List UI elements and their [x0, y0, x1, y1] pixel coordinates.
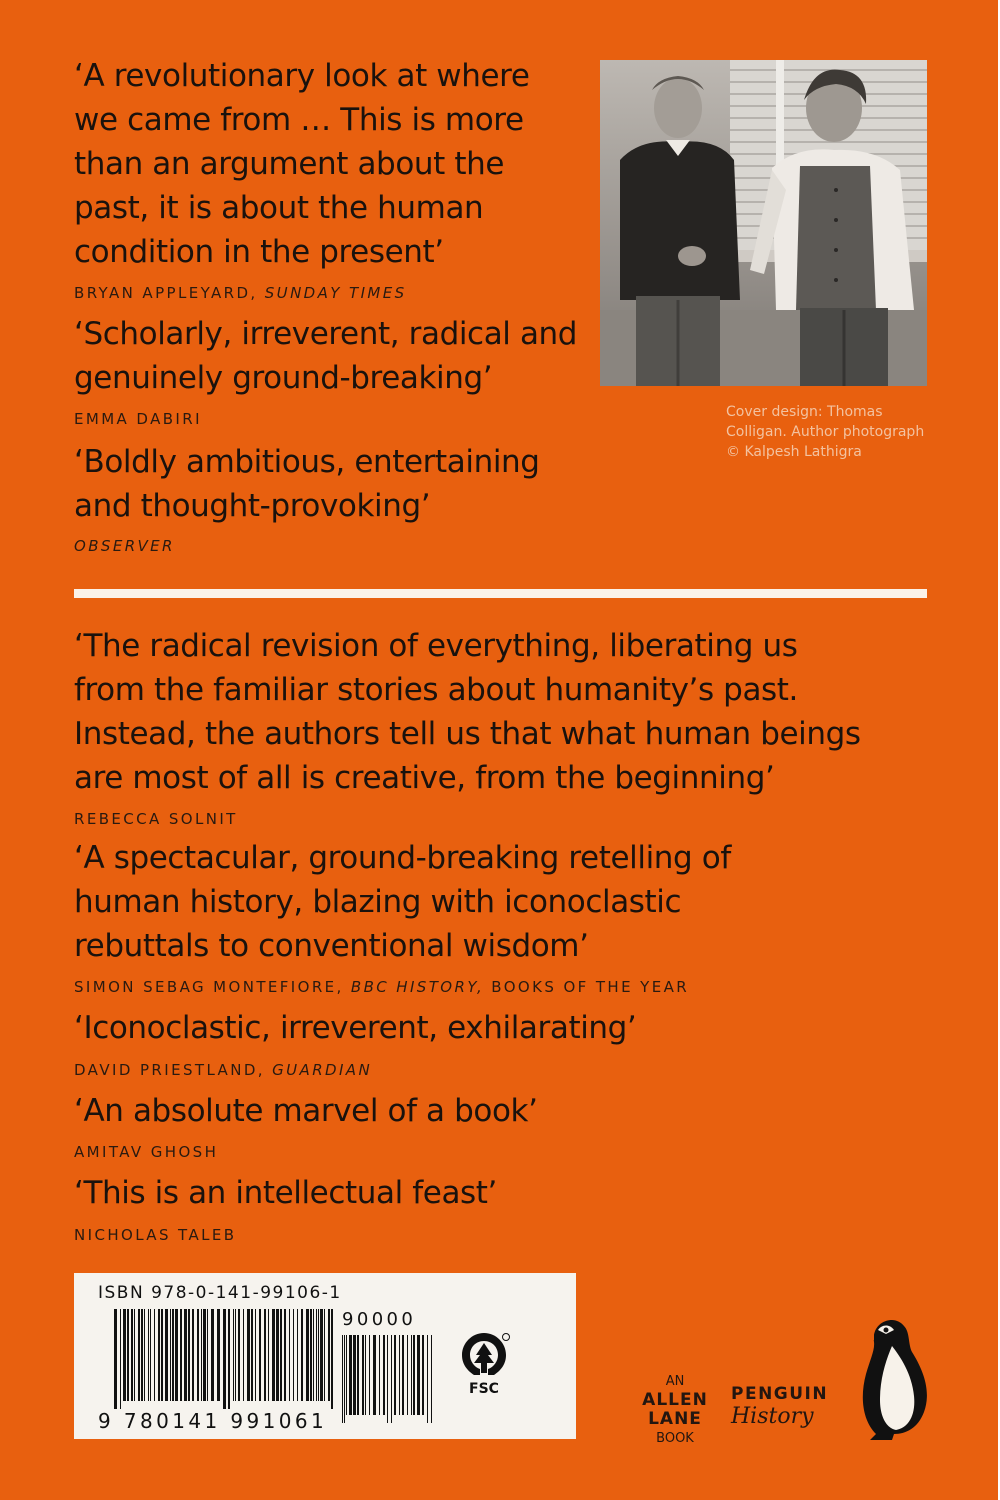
barcode-bar	[387, 1335, 388, 1423]
barcode-bar	[362, 1335, 364, 1415]
barcode-bar	[328, 1309, 330, 1401]
barcode-bar	[192, 1309, 194, 1401]
barcode-bar	[289, 1309, 290, 1401]
barcode-bar	[120, 1309, 121, 1409]
barcode-bar	[172, 1309, 174, 1401]
barcode-panel	[74, 1273, 576, 1439]
barcode-bar	[141, 1309, 143, 1401]
barcode-bar	[297, 1309, 298, 1401]
isbn-digits: 9 780141 991061	[98, 1409, 328, 1433]
barcode-bar	[228, 1309, 230, 1409]
barcode-bar	[293, 1309, 294, 1401]
barcode-bar	[201, 1309, 202, 1401]
quote-taleb	[74, 1171, 497, 1215]
barcode-bar	[184, 1309, 187, 1401]
barcode-bar	[316, 1309, 317, 1401]
attribution-appleyard	[74, 284, 407, 302]
penguin-history-series	[731, 1384, 828, 1429]
barcode-bar	[346, 1335, 347, 1415]
barcode-bar	[280, 1309, 282, 1401]
barcode-bar	[197, 1309, 199, 1401]
quote-line: from the familiar stories about humanity’s past.	[74, 672, 799, 708]
imprint-lane: LANE	[648, 1409, 702, 1429]
barcode-bar	[394, 1335, 396, 1415]
quote-montefiore	[74, 836, 731, 968]
barcode-bar	[223, 1309, 226, 1409]
allen-lane-imprint	[630, 1372, 720, 1448]
barcode-bar	[243, 1309, 244, 1401]
barcode-bar	[217, 1309, 220, 1401]
quote-line: we came from … This is more	[74, 102, 524, 138]
barcode-bar	[320, 1309, 323, 1401]
imprint-allen: ALLEN	[642, 1390, 708, 1410]
attribution-dabiri	[74, 410, 202, 428]
attribution-name: SIMON SEBAG MONTEFIORE,	[74, 978, 344, 996]
attribution-observer	[74, 537, 175, 555]
author-photograph	[600, 60, 927, 386]
quote-line: rebuttals to conventional wisdom’	[74, 928, 589, 964]
quote-observer	[74, 440, 540, 528]
barcode-bar	[417, 1335, 420, 1415]
barcode-bar	[144, 1309, 145, 1401]
quote-appleyard	[74, 54, 530, 274]
barcode-bar	[365, 1335, 366, 1415]
quote-line: human history, blazing with iconoclastic	[74, 884, 682, 920]
barcode-bar	[235, 1309, 236, 1401]
imprint-an: AN	[665, 1374, 685, 1389]
barcode-bar	[158, 1309, 160, 1401]
barcode-bar	[369, 1335, 370, 1415]
barcode-bar	[180, 1309, 182, 1401]
attribution-taleb	[74, 1226, 236, 1244]
quote-line: Instead, the authors tell us that what human beings	[74, 716, 861, 752]
ean-barcode	[114, 1309, 336, 1409]
barcode-bar	[318, 1309, 319, 1401]
barcode-bar	[247, 1309, 250, 1401]
barcode-bar	[399, 1335, 400, 1415]
photo-credit-line: © Kalpesh Lathigra	[726, 444, 862, 460]
attribution-solnit	[74, 810, 238, 828]
barcode-bar	[207, 1309, 208, 1401]
attribution-publication: OBSERVER	[74, 537, 175, 555]
barcode-bar	[422, 1335, 424, 1415]
author-photograph-illustration	[600, 60, 927, 386]
barcode-bar	[344, 1335, 345, 1423]
quote-line: past, it is about the human	[74, 190, 484, 226]
barcode-bar	[284, 1309, 286, 1401]
series-history: History	[731, 1404, 814, 1429]
barcode-bar	[391, 1335, 392, 1423]
section-divider	[74, 589, 927, 598]
barcode-bar	[379, 1335, 380, 1415]
attribution-name: REBECCA SOLNIT	[74, 810, 238, 828]
penguin-logo-icon	[856, 1316, 936, 1446]
attribution-name: NICHOLAS TALEB	[74, 1226, 237, 1244]
attribution-montefiore	[74, 978, 689, 996]
isbn-label: ISBN 978-0-141-99106-1	[98, 1283, 342, 1303]
barcode-bar	[357, 1335, 359, 1415]
quote-line: ‘An absolute marvel of a book’	[74, 1093, 538, 1129]
photo-credit-line: Cover design: Thomas	[726, 404, 883, 420]
barcode-bar	[150, 1309, 151, 1401]
barcode-bar	[313, 1309, 314, 1401]
barcode-bar	[131, 1309, 133, 1401]
series-penguin: PENGUIN	[731, 1384, 829, 1404]
addon-barcode	[342, 1335, 434, 1423]
barcode-bar	[165, 1309, 168, 1401]
barcode-bar	[161, 1309, 163, 1401]
barcode-bar	[203, 1309, 206, 1401]
barcode-bar	[154, 1309, 155, 1401]
barcode-bar	[123, 1309, 126, 1401]
barcode-bar	[264, 1309, 266, 1401]
barcode-bar	[301, 1309, 303, 1401]
quote-line: genuinely ground-breaking’	[74, 360, 493, 396]
barcode-bar	[342, 1335, 343, 1423]
quote-line: are most of all is creative, from the beginning’	[74, 760, 775, 796]
barcode-bar	[353, 1335, 356, 1415]
barcode-bar	[306, 1309, 309, 1401]
barcode-bar	[427, 1335, 428, 1423]
attribution-publication: SUNDAY TIMES	[264, 284, 407, 302]
imprint-book: BOOK	[656, 1431, 694, 1446]
quote-line: ‘Scholarly, irreverent, radical and	[74, 316, 578, 352]
quote-line: than an argument about the	[74, 146, 505, 182]
barcode-bar	[413, 1335, 415, 1415]
barcode-bar	[331, 1309, 333, 1409]
attribution-publication: GUARDIAN	[272, 1061, 373, 1079]
barcode-bar	[188, 1309, 190, 1401]
barcode-bar	[114, 1309, 117, 1409]
barcode-bar	[310, 1309, 312, 1401]
quote-line: ‘Boldly ambitious, entertaining	[74, 444, 540, 480]
quote-solnit	[74, 624, 861, 800]
barcode-bar	[233, 1309, 234, 1401]
attribution-name: EMMA DABIRI	[74, 410, 202, 428]
quote-line: condition in the present’	[74, 234, 444, 270]
barcode-bar	[170, 1309, 171, 1401]
quote-line: ‘Iconoclastic, irreverent, exhilarating’	[74, 1010, 637, 1046]
barcode-bar	[407, 1335, 408, 1415]
barcode-bar	[411, 1335, 412, 1415]
quote-dabiri	[74, 312, 577, 400]
quote-line: ‘This is an intellectual feast’	[74, 1175, 498, 1211]
quote-line: ‘A spectacular, ground-breaking retelling of	[74, 840, 731, 876]
barcode-bar	[255, 1309, 256, 1401]
fsc-tree-logo-icon	[454, 1329, 514, 1399]
attribution-name: AMITAV GHOSH	[74, 1143, 219, 1161]
fsc-label: FSC	[469, 1381, 499, 1397]
quote-line: ‘A revolutionary look at where	[74, 58, 530, 94]
barcode-bar	[148, 1309, 149, 1401]
attribution-name: BRYAN APPLEYARD,	[74, 284, 258, 302]
quote-line: ‘The radical revision of everything, liberating us	[74, 628, 798, 664]
barcode-bar	[431, 1335, 432, 1423]
attribution-priestland	[74, 1061, 372, 1079]
barcode-bar	[276, 1309, 279, 1401]
barcode-bar	[238, 1309, 240, 1401]
barcode-bar	[373, 1335, 376, 1415]
quote-priestland	[74, 1006, 636, 1050]
barcode-bar	[402, 1335, 404, 1415]
barcode-bar	[383, 1335, 385, 1415]
barcode-bar	[175, 1309, 178, 1401]
barcode-bar	[349, 1335, 352, 1415]
barcode-bar	[324, 1309, 325, 1401]
barcode-bar	[251, 1309, 253, 1401]
photo-credit-line: Colligan. Author photograph	[726, 424, 925, 440]
price-code: 90000	[342, 1309, 417, 1330]
barcode-bar	[259, 1309, 261, 1401]
attribution-publication: BBC HISTORY,	[350, 978, 485, 996]
attribution-name: DAVID PRIESTLAND,	[74, 1061, 265, 1079]
barcode-bar	[268, 1309, 269, 1401]
attribution-ghosh	[74, 1143, 218, 1161]
barcode-bar	[134, 1309, 135, 1401]
barcode-bar	[211, 1309, 214, 1401]
photo-credit	[726, 402, 924, 462]
quote-line: and thought-provoking’	[74, 488, 431, 524]
quote-ghosh	[74, 1089, 538, 1133]
barcode-bar	[127, 1309, 129, 1401]
barcode-bar	[138, 1309, 140, 1401]
attribution-tail: BOOKS OF THE YEAR	[491, 978, 690, 996]
barcode-bar	[272, 1309, 275, 1401]
